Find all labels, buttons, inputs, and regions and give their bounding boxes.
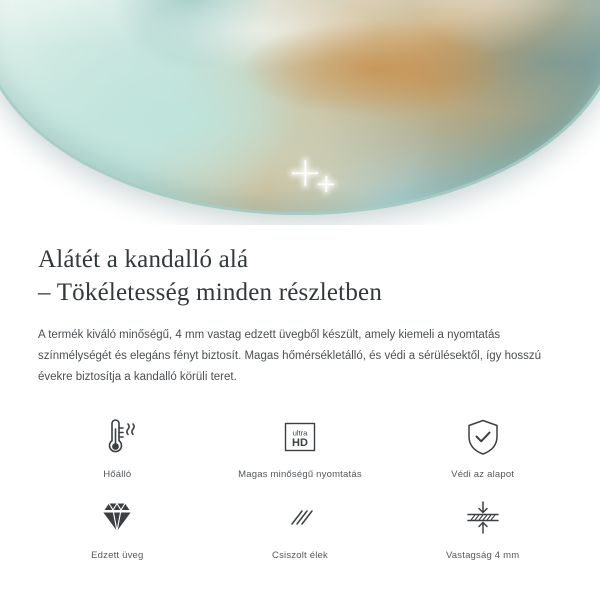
glass-board-image: [0, 0, 600, 215]
headline-line-1: Alátét a kandalló alá: [38, 246, 249, 273]
feature-label: Vastagság 4 mm: [445, 550, 520, 561]
thickness-icon: [460, 495, 506, 541]
feature-label: Hőálló: [103, 469, 132, 480]
diamond-icon: [95, 495, 139, 541]
headline-line-2: – Tökéletesség minden részletben: [38, 279, 383, 306]
text-content: [0, 225, 600, 388]
feature-label: Magas minőségű nyomtatás: [238, 469, 362, 480]
thermometer-icon: [96, 414, 138, 460]
shield-check-icon: [462, 414, 504, 460]
feature-label: Csiszolt élek: [272, 550, 328, 561]
feature-item-thickness: [391, 495, 574, 562]
svg-text:HD: HD: [292, 437, 308, 449]
feature-item-polished-edges: [209, 495, 392, 562]
feature-grid: [0, 414, 600, 562]
body-paragraph: A termék kiváló minőségű, 4 mm vastag edzett üvegből készült, amely kiemeli a nyomtatás színmélységét és elegáns fényt biztosít. Magas hőmérsékletálló, és védi a sérülésektől, így hosszú évekre biztosítja a kandalló körüli teret.: [38, 329, 542, 383]
ultra-hd-icon: [279, 414, 321, 460]
polished-edges-icon: [279, 495, 321, 541]
feature-item-print-quality: [209, 414, 392, 481]
feature-item-protects-surface: [391, 414, 574, 481]
feature-label: Védi az alapot: [451, 469, 515, 480]
hero-image: [0, 0, 600, 225]
feature-item-heat-resistant: [26, 414, 209, 481]
feature-label: Edzett üveg: [91, 550, 144, 561]
svg-text:ultra: ultra: [292, 428, 308, 438]
page-title: [38, 243, 562, 309]
feature-item-tempered-glass: [26, 495, 209, 562]
